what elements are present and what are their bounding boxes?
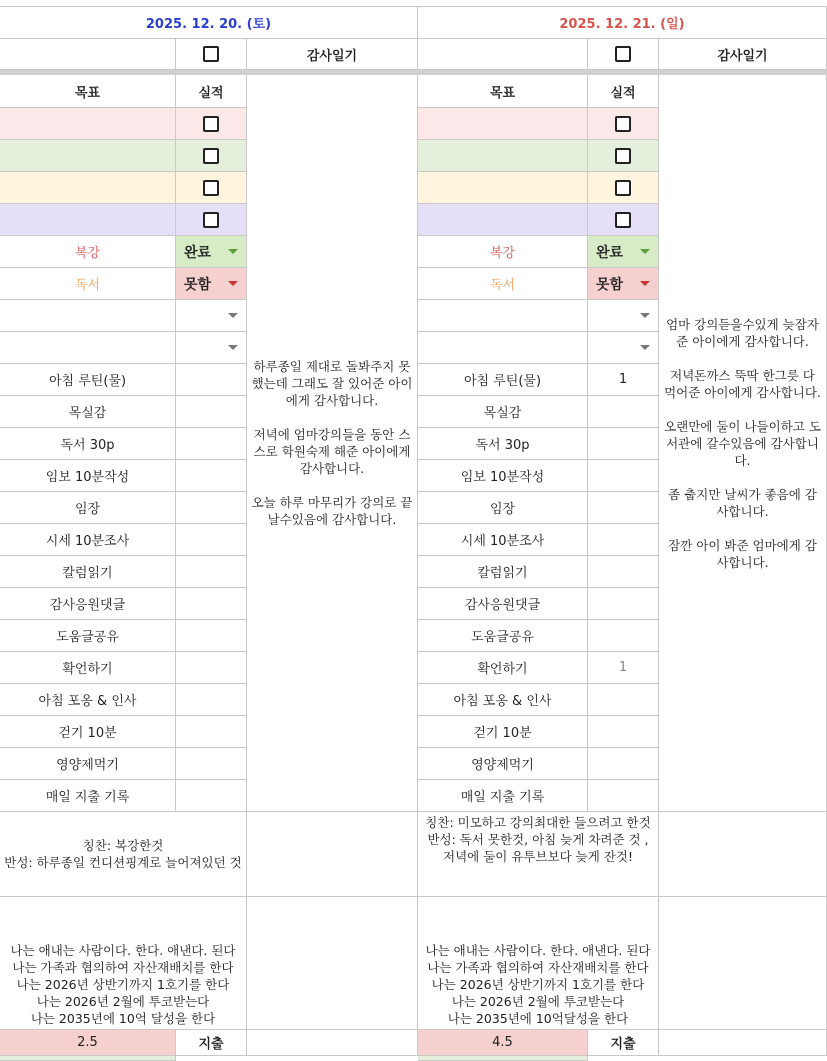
affirmation-note-sat[interactable]: 나는 애내는 사람이다. 한다. 애낸다. 된다 나는 가족과 협의하여 자산재배치를 한다 나는 2026년 상반기까지 1호기를 한다 나는 2026년 2월에 투코받는다 나는 2035년에 10억 달성을 한다 bbox=[0, 897, 247, 1030]
checkbox-icon[interactable] bbox=[203, 148, 219, 164]
dropdown-value: 못함 bbox=[184, 276, 212, 293]
dropdown-value: 완료 bbox=[184, 244, 212, 261]
routine-value[interactable] bbox=[588, 556, 659, 588]
blank-cell[interactable] bbox=[247, 1030, 418, 1056]
routine-label: 칼럼읽기 bbox=[418, 556, 588, 588]
checkbox-icon[interactable] bbox=[615, 212, 631, 228]
expense-label-sun: 지출 bbox=[588, 1030, 659, 1056]
goal-header: 목표 bbox=[418, 75, 588, 108]
goal-cell-4[interactable] bbox=[418, 204, 588, 236]
routine-value[interactable] bbox=[176, 460, 247, 492]
dropdown-arrow-icon[interactable] bbox=[228, 345, 238, 350]
reading-status-dropdown[interactable] bbox=[588, 268, 659, 300]
bokgang-label: 복강 bbox=[0, 236, 176, 268]
bokgang-status-dropdown[interactable] bbox=[588, 236, 659, 268]
empty-dropdown[interactable] bbox=[176, 332, 247, 364]
reading-label: 독서 bbox=[0, 268, 176, 300]
routine-label: 아침 포옹 & 인사 bbox=[0, 684, 176, 716]
goal-checkbox-4[interactable] bbox=[176, 204, 247, 236]
routine-label: 시세 10분조사 bbox=[0, 524, 176, 556]
checkbox-icon[interactable] bbox=[203, 116, 219, 132]
checkbox-icon[interactable] bbox=[615, 148, 631, 164]
routine-label: 감사응원댓글 bbox=[418, 588, 588, 620]
dropdown-arrow-icon[interactable] bbox=[640, 249, 650, 254]
routine-label: 시세 10분조사 bbox=[418, 524, 588, 556]
empty-dropdown[interactable] bbox=[176, 300, 247, 332]
result-header: 실적 bbox=[588, 75, 659, 108]
routine-label: 칼럼읽기 bbox=[0, 556, 176, 588]
routine-label: 도움글공유 bbox=[418, 620, 588, 652]
routine-label: 감사응원댓글 bbox=[0, 588, 176, 620]
checkbox-icon[interactable] bbox=[615, 116, 631, 132]
checkbox-icon[interactable] bbox=[615, 180, 631, 196]
routine-label: 걷기 10분 bbox=[418, 716, 588, 748]
routine-value[interactable]: 1 bbox=[588, 652, 659, 684]
result-header: 실적 bbox=[176, 75, 247, 108]
date-header-sat[interactable]: 2025. 12. 20. (토) bbox=[0, 7, 418, 39]
dropdown-value: 완료 bbox=[596, 244, 624, 261]
routine-label: 영양제먹기 bbox=[0, 748, 176, 780]
routine-value[interactable] bbox=[176, 716, 247, 748]
goal-cell-3[interactable] bbox=[418, 172, 588, 204]
routine-value[interactable] bbox=[176, 748, 247, 780]
goal-header: 목표 bbox=[0, 75, 176, 108]
routine-label: 임보 10분작성 bbox=[418, 460, 588, 492]
reflection-note-sat[interactable]: 칭찬: 복강한것 반성: 하루종일 컨디션핑계로 늘어져있던 것 bbox=[0, 812, 247, 897]
empty-dropdown[interactable] bbox=[588, 332, 659, 364]
routine-value[interactable] bbox=[176, 588, 247, 620]
routine-value[interactable] bbox=[588, 396, 659, 428]
goal-checkbox-2[interactable] bbox=[588, 140, 659, 172]
gratitude-header-sat: 감사일기 bbox=[247, 39, 418, 70]
routine-label: 확언하기 bbox=[0, 652, 176, 684]
goal-checkbox-1[interactable] bbox=[588, 108, 659, 140]
routine-label: 독서 30p bbox=[418, 428, 588, 460]
routine-value[interactable] bbox=[588, 524, 659, 556]
goal-checkbox-3[interactable] bbox=[588, 172, 659, 204]
goal-cell-2[interactable] bbox=[418, 140, 588, 172]
blank-cell[interactable] bbox=[247, 897, 418, 1030]
blank-cell[interactable] bbox=[0, 39, 176, 70]
routine-value[interactable] bbox=[588, 748, 659, 780]
routine-value[interactable] bbox=[588, 716, 659, 748]
routine-label: 도움글공유 bbox=[0, 620, 176, 652]
routine-value[interactable] bbox=[176, 620, 247, 652]
routine-value[interactable] bbox=[176, 364, 247, 396]
dropdown-arrow-icon[interactable] bbox=[228, 313, 238, 318]
blank-cell[interactable] bbox=[247, 812, 418, 897]
day-done-checkbox-sat[interactable] bbox=[176, 39, 247, 70]
routine-value[interactable] bbox=[588, 620, 659, 652]
routine-value[interactable] bbox=[588, 684, 659, 716]
routine-label: 걷기 10분 bbox=[0, 716, 176, 748]
goal-cell-1[interactable] bbox=[0, 108, 176, 140]
blank-cell[interactable] bbox=[659, 897, 827, 1030]
routine-value[interactable] bbox=[176, 396, 247, 428]
goal-checkbox-4[interactable] bbox=[588, 204, 659, 236]
dropdown-arrow-icon[interactable] bbox=[640, 281, 650, 286]
goal-cell-4[interactable] bbox=[0, 204, 176, 236]
checkbox-icon[interactable] bbox=[203, 212, 219, 228]
routine-label: 아침 루틴(물) bbox=[418, 364, 588, 396]
reading-label: 독서 bbox=[418, 268, 588, 300]
routine-value[interactable] bbox=[176, 428, 247, 460]
routine-label: 아침 루틴(물) bbox=[0, 364, 176, 396]
expense-label-sat: 지출 bbox=[176, 1030, 247, 1056]
gratitude-journal-sat[interactable]: 하루종일 제대로 돌봐주지 못했는데 그래도 잘 있어준 아이에게 감사합니다. 저녁에 엄마강의들을 동안 스스로 학원숙제 해준 아이에게 감사합니다. 오늘 하루 마무리가 강의로 끝날수있음에 감사합니다. bbox=[247, 75, 418, 812]
checkbox-icon[interactable] bbox=[203, 180, 219, 196]
bokgang-status-dropdown[interactable] bbox=[176, 236, 247, 268]
dropdown-arrow-icon[interactable] bbox=[228, 281, 238, 286]
goal-checkbox-1[interactable] bbox=[176, 108, 247, 140]
routine-value[interactable]: 1 bbox=[588, 364, 659, 396]
dropdown-arrow-icon[interactable] bbox=[640, 345, 650, 350]
routine-label: 독서 30p bbox=[0, 428, 176, 460]
routine-value[interactable] bbox=[176, 780, 247, 812]
day-done-checkbox-sun[interactable] bbox=[588, 39, 659, 70]
partial-row bbox=[418, 1056, 588, 1061]
partial-row bbox=[0, 1056, 176, 1061]
routine-label: 임장 bbox=[418, 492, 588, 524]
empty-goal-cell[interactable] bbox=[0, 332, 176, 364]
dropdown-arrow-icon[interactable] bbox=[640, 313, 650, 318]
routine-label: 임장 bbox=[0, 492, 176, 524]
goal-cell-2[interactable] bbox=[0, 140, 176, 172]
goal-checkbox-3[interactable] bbox=[176, 172, 247, 204]
checkbox-icon[interactable] bbox=[615, 46, 631, 62]
blank-cell[interactable] bbox=[659, 1030, 827, 1056]
goal-cell-1[interactable] bbox=[418, 108, 588, 140]
routine-label: 아침 포옹 & 인사 bbox=[418, 684, 588, 716]
empty-dropdown[interactable] bbox=[588, 300, 659, 332]
gratitude-journal-sun[interactable]: 엄마 강의듣을수있게 늦잠자준 아이에게 감사합니다. 저녁돈까스 뚝딱 한그릇 다 먹어준 아이에게 감사합니다. 오랜만에 둘이 나들이하고 도서관에 갈수있음에 감사합니다. 좀 춥지만 날씨가 좋음에 감사합니다. 잠깐 아이 봐준 엄마에게 감사합니다. bbox=[659, 75, 827, 812]
routine-label: 목실감 bbox=[0, 396, 176, 428]
blank-cell[interactable] bbox=[418, 39, 588, 70]
gratitude-header-sun: 감사일기 bbox=[659, 39, 827, 70]
routine-label: 영양제먹기 bbox=[418, 748, 588, 780]
affirmation-note-sun[interactable]: 나는 애내는 사람이다. 한다. 애낸다. 된다 나는 가족과 협의하여 자산재배치를 한다 나는 2026년 상반기까지 1호기를 한다 나는 2026년 2월에 투코받는다 나는 2035년에 10억달성을 한다 bbox=[418, 897, 659, 1030]
reflection-note-sun[interactable]: 칭찬: 미모하고 강의최대한 들으려고 한것 반성: 독서 못한것, 아침 늦게 차려준 것 , 저녁에 둘이 유투브보다 늦게 잔것! bbox=[418, 812, 659, 897]
routine-value[interactable] bbox=[588, 428, 659, 460]
goal-checkbox-2[interactable] bbox=[176, 140, 247, 172]
bokgang-label: 복강 bbox=[418, 236, 588, 268]
routine-value[interactable] bbox=[588, 492, 659, 524]
routine-value[interactable] bbox=[176, 684, 247, 716]
routine-label: 매일 지출 기록 bbox=[418, 780, 588, 812]
routine-value[interactable] bbox=[588, 588, 659, 620]
routine-label: 매일 지출 기록 bbox=[0, 780, 176, 812]
routine-value[interactable] bbox=[176, 524, 247, 556]
routine-label: 확언하기 bbox=[418, 652, 588, 684]
blank-cell[interactable] bbox=[659, 812, 827, 897]
reading-status-dropdown[interactable] bbox=[176, 268, 247, 300]
routine-label: 목실감 bbox=[418, 396, 588, 428]
total-score-sun[interactable]: 4.5 bbox=[418, 1030, 588, 1056]
routine-value[interactable] bbox=[176, 652, 247, 684]
empty-goal-cell[interactable] bbox=[418, 300, 588, 332]
goal-cell-3[interactable] bbox=[0, 172, 176, 204]
routine-value[interactable] bbox=[176, 556, 247, 588]
checkbox-icon[interactable] bbox=[203, 46, 219, 62]
routine-value[interactable] bbox=[176, 492, 247, 524]
dropdown-arrow-icon[interactable] bbox=[228, 249, 238, 254]
routine-label: 임보 10분작성 bbox=[0, 460, 176, 492]
total-score-sat[interactable]: 2.5 bbox=[0, 1030, 176, 1056]
dropdown-value: 못함 bbox=[596, 276, 624, 293]
empty-goal-cell[interactable] bbox=[0, 300, 176, 332]
empty-goal-cell[interactable] bbox=[418, 332, 588, 364]
routine-value[interactable] bbox=[588, 780, 659, 812]
date-header-sun[interactable]: 2025. 12. 21. (일) bbox=[418, 7, 827, 39]
routine-value[interactable] bbox=[588, 460, 659, 492]
